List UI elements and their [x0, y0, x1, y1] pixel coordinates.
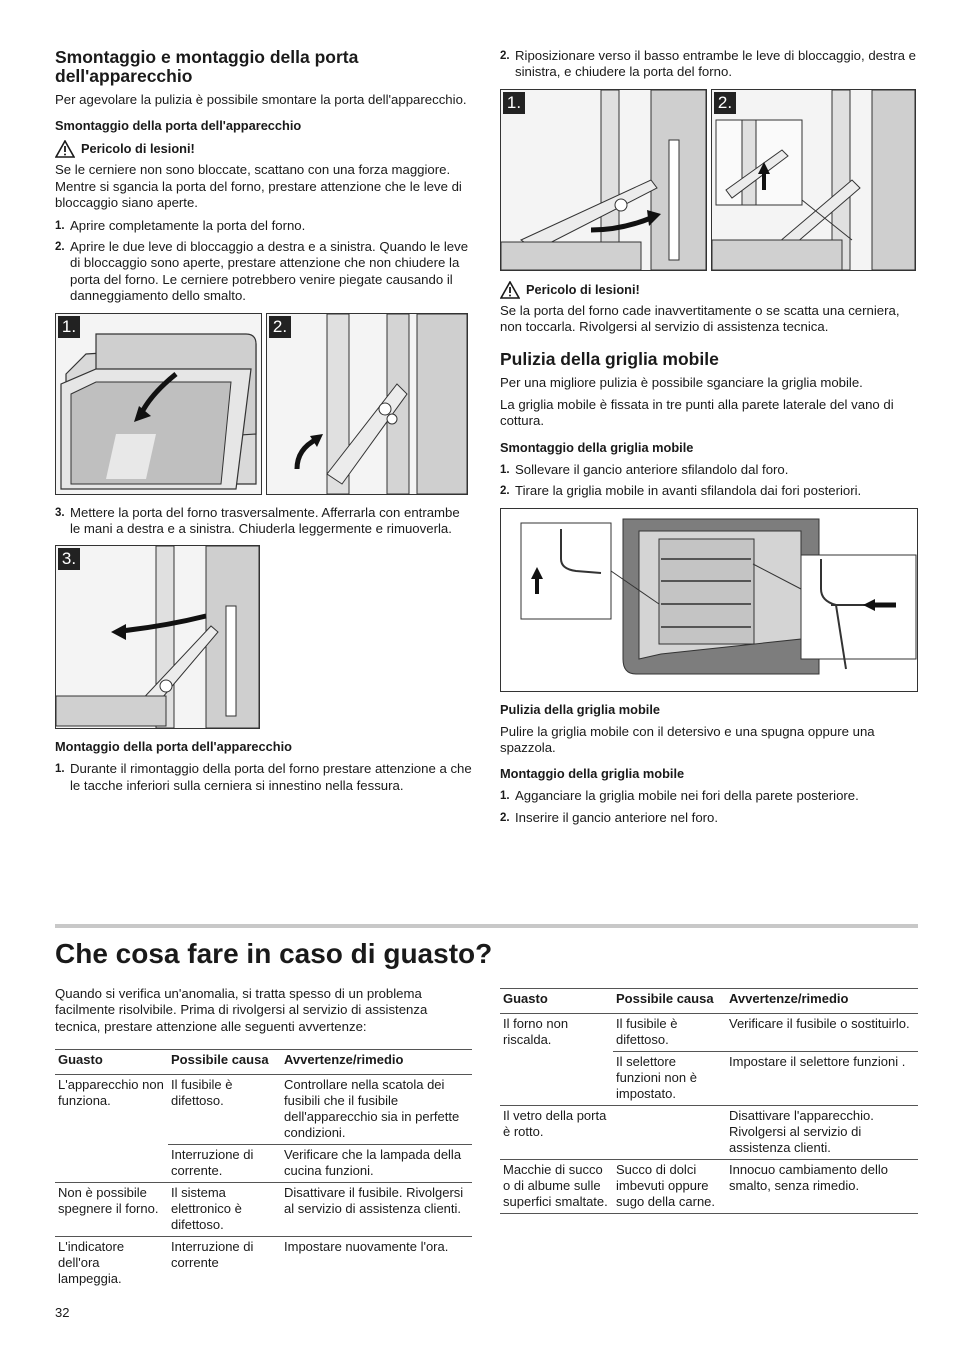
lever-detail-illustration	[712, 90, 915, 270]
section-divider	[55, 924, 918, 928]
troubleshooting-table-left	[55, 1049, 472, 1290]
warning-text: Se le cerniere non sono bloccate, scattano con una forza maggiore. Mentre si sgancia la porta del forno, prestare attenzione che le leve di bloccaggio siano aperte.	[55, 162, 462, 211]
rack-cleaning-subheading: Pulizia della griglia mobile	[500, 701, 660, 717]
door-removal-steps	[55, 218, 472, 305]
header-fault: Guasto	[55, 1050, 168, 1075]
header-cause: Possibile causa	[168, 1050, 281, 1075]
rack-removal-illustration	[501, 509, 917, 691]
figure-lever-down	[500, 89, 707, 271]
rack-section-heading: Pulizia della griglia mobile	[500, 348, 719, 369]
rack-figure-row	[500, 508, 918, 692]
troubleshooting-header	[55, 924, 918, 970]
figure-lock-lever	[266, 313, 468, 495]
troubleshooting-intro: Quando si verifica un'anomalia, si tratta spesso di un problema facilmente risolvibile. Prima di rivolgersi al servizio di assistenza tecnica, prestare attenzione alle seguenti avvertenze:	[55, 986, 428, 1034]
header-cause: Possibile causa	[613, 989, 726, 1014]
door-section-heading: Smontaggio e montaggio della porta dell'apparecchio	[55, 47, 359, 86]
door-removal-step-3	[55, 505, 472, 538]
figure-label: 2.	[269, 316, 291, 338]
door-intro: Per agevolare la pulizia è possibile smontare la porta dell'apparecchio.	[55, 92, 467, 107]
door-removal-subheading: Smontaggio della porta dell'apparecchio	[55, 118, 302, 134]
warning-title: Pericolo di lesioni!	[81, 141, 195, 157]
door-remount-step-2	[500, 48, 918, 81]
table-row: Il selettore funzioni non è impostato. Impostare il selettore funzioni .	[500, 1052, 918, 1106]
lever-down-illustration	[501, 90, 706, 270]
rack-cleaning-text: Pulire la griglia mobile con il detersivo e una spugna oppure una spazzola.	[500, 723, 875, 756]
door-mounting-subheading: Montaggio della porta dell'apparecchio	[55, 739, 292, 755]
list-item: 2. Riposizionare verso il basso entrambe le leve di bloccaggio, destra e sinistra, e chiudere la porta del forno.	[500, 48, 916, 80]
page-number: 32	[55, 1305, 70, 1320]
figure-label: 2.	[714, 92, 736, 114]
door-mounting-steps	[55, 761, 472, 794]
warning-heading	[500, 281, 918, 299]
rack-mounting-subheading: Montaggio della griglia mobile	[500, 766, 685, 782]
figure-label: 3.	[58, 548, 80, 570]
warning-text: Se la porta del forno cade inavvertitamente o se scatta una cerniera, non toccarla. Rivolgersi al servizio di assistenza tecnica.	[500, 302, 900, 335]
figure-tilt-door	[55, 545, 260, 729]
left-column	[55, 48, 472, 800]
figure-rack-removal	[500, 508, 918, 692]
door-tilt-figure-row	[55, 545, 472, 729]
rack-mounting-steps	[500, 788, 918, 826]
list-item: 1. Durante il rimontaggio della porta del forno prestare attenzione a che le tacche inferiori sulla cerniera si innestino nella fessura.	[55, 761, 472, 793]
list-item: 2. Tirare la griglia mobile in avanti sfilandola dai fori posteriori.	[500, 483, 862, 499]
figure-lever-detail	[711, 89, 916, 271]
figure-open-door	[55, 313, 262, 495]
lock-lever-illustration	[267, 314, 467, 494]
rack-para-2: La griglia mobile è fissata in tre punti alla parete laterale del vano di cottura.	[500, 397, 894, 429]
table-row: Il vetro della porta è rotto. Disattivare l'apparecchio. Rivolgersi al servizio di assistenza clienti.	[500, 1106, 918, 1160]
troubleshooting-table-right	[500, 988, 918, 1214]
figure-label: 1.	[503, 92, 525, 114]
table-row: L'apparecchio non funziona. Il fusibile è difettoso. Controllare nella scatola dei fusibili che il fusibile dell'apparecchio sia in perfette condizioni.	[55, 1075, 472, 1145]
warning-title: Pericolo di lesioni!	[526, 281, 640, 297]
door-removal-figures	[55, 313, 472, 495]
rack-para-1: Per una migliore pulizia è possibile sganciare la griglia mobile.	[500, 374, 863, 390]
list-item: 1. Sollevare il gancio anteriore sfilandolo dal foro.	[500, 461, 789, 477]
list-item: 2. Inserire il gancio anteriore nel foro.	[500, 809, 719, 825]
right-column	[500, 48, 918, 832]
list-item: 1. Aprire completamente la porta del forno.	[55, 217, 306, 233]
header-remedy: Avvertenze/rimedio	[281, 1050, 472, 1075]
warning-heading	[55, 140, 472, 158]
tilt-door-illustration	[56, 546, 259, 728]
list-item: 3. Mettere la porta del forno trasversalmente. Afferrarla con entrambe le mani a destra e a sinistra. Chiuderla leggermente e rimuoverla.	[55, 504, 460, 537]
list-item: 2. Aprire le due leve di bloccaggio a destra e a sinistra. Quando le leve di bloccaggio sono aperte, prestare attenzione che non chiudere la porta del forno. Le cerniere potrebbero venire piegate causando il danneggiamento dello smalto.	[55, 239, 469, 304]
rack-removal-subheading: Smontaggio della griglia mobile	[500, 439, 694, 455]
table-row: L'indicatore dell'ora lampeggia. Interruzione di corrente Impostare nuovamente l'ora.	[58, 1239, 449, 1287]
warning-icon	[500, 281, 520, 299]
lever-close-figures	[500, 89, 918, 271]
table-row: Interruzione di corrente. Verificare che la lampada della cucina funzioni.	[55, 1145, 472, 1183]
troubleshooting-left	[55, 986, 472, 1290]
warning-icon	[55, 140, 75, 158]
figure-label: 1.	[58, 316, 80, 338]
troubleshooting-title: Che cosa fare in caso di guasto?	[55, 938, 493, 969]
list-item: 1. Agganciare la griglia mobile nei fori della parete posteriore.	[500, 788, 859, 804]
open-door-illustration	[56, 314, 261, 494]
rack-removal-steps	[500, 462, 918, 500]
table-row: Il forno non riscalda. Il fusibile è difettoso. Verificare il fusibile o sostituirlo.	[500, 1014, 918, 1052]
table-row: Macchie di succo o di albume sulle superfici smaltate. Succo di dolci imbevuti oppure sugo della carne. Innocuo cambiamento dello smalto, senza rimedio.	[500, 1160, 918, 1214]
header-remedy: Avvertenze/rimedio	[726, 989, 918, 1014]
header-fault: Guasto	[500, 989, 613, 1014]
table-row: Non è possibile spegnere il forno. Il sistema elettronico è difettoso. Disattivare il fusibile. Rivolgersi al servizio di assistenza clienti.	[55, 1183, 472, 1237]
troubleshooting-right	[500, 988, 918, 1214]
